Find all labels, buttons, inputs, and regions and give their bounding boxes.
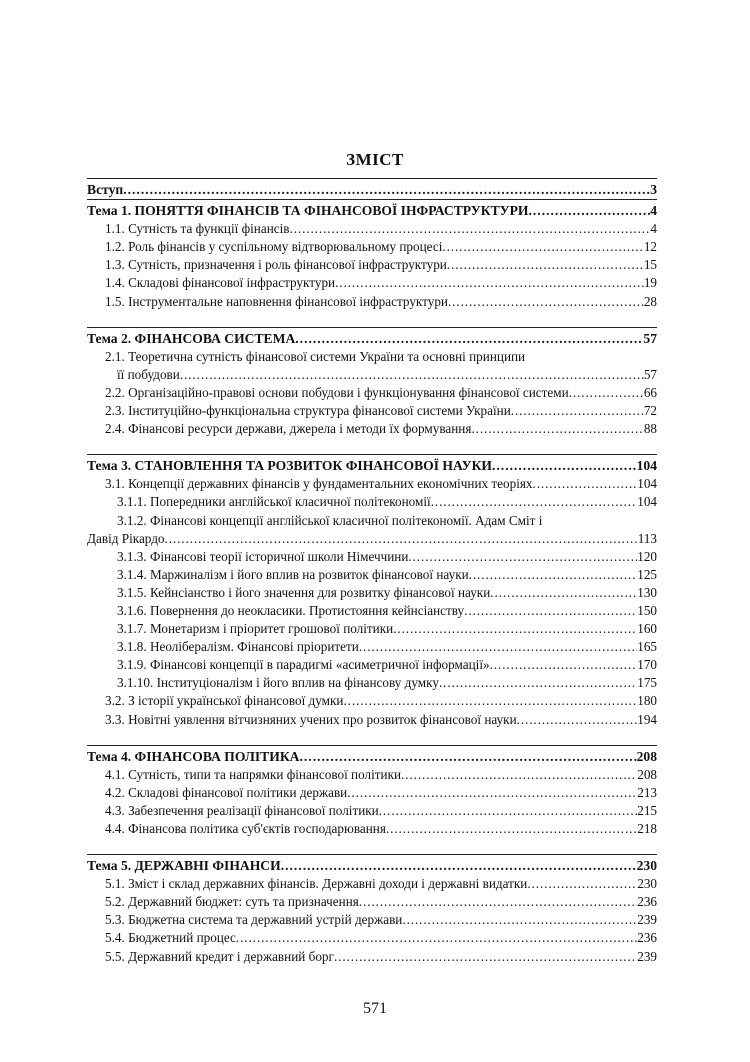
toc-entry[interactable]: [87, 402, 657, 420]
toc-leader-dots: [347, 784, 637, 802]
toc-entry-page: 57: [643, 366, 657, 382]
toc-leader-dots: [511, 402, 644, 420]
toc-entry-page: 66: [643, 384, 657, 400]
toc-entry-title: 3.3. Новітні уявлення вітчизняних учених про розвиток фінансової науки: [105, 711, 517, 727]
toc-entry-page: 104: [637, 494, 657, 510]
toc-entry-title: 3.1.9. Фінансові концепції в парадигмі «асиметричної інформації»: [117, 657, 490, 673]
toc-entry-title: Тема 2. ФІНАНСОВА СИСТЕМА: [87, 330, 296, 346]
toc-entry-page: 104: [636, 458, 657, 474]
toc-entry-title: Тема 4. ФІНАНСОВА ПОЛІТИКА: [87, 748, 300, 764]
toc-entry-title: 5.5. Державний кредит і державний борг: [105, 948, 334, 964]
toc-entry-title: 1.1. Сутність та функції фінансів: [105, 221, 290, 237]
toc-leader-dots: [517, 711, 638, 729]
toc-leader-dots: [527, 875, 637, 893]
toc-entry-title: 3.1.4. Маржиналізм і його вплив на розвиток фінансової науки: [117, 566, 469, 582]
toc-entry-title: 1.3. Сутність, призначення і роль фінансової інфраструктури: [105, 257, 447, 273]
toc-entry-page: 125: [637, 566, 657, 582]
toc-entry[interactable]: [87, 893, 657, 911]
toc-leader-dots: [431, 493, 638, 511]
toc-entry-title: 2.4. Фінансові ресурси держави, джерела і методи їх формування: [105, 421, 472, 437]
toc-entry-title: 3.1.1. Попередники англійської класичної політекономії: [117, 494, 431, 510]
toc-entry[interactable]: [87, 238, 657, 256]
toc-leader-dots: [300, 748, 637, 766]
toc-entry[interactable]: [87, 948, 657, 966]
toc-leader-dots: [569, 384, 644, 402]
toc-entry[interactable]: [87, 692, 657, 710]
table-of-contents: [87, 178, 657, 966]
page-number: 571: [363, 1000, 387, 1017]
toc-entry-title: 5.1. Зміст і склад державних фінансів. Державні доходи і державні видатки: [105, 876, 528, 892]
toc-entry[interactable]: [87, 420, 657, 438]
toc-leader-dots: [295, 330, 643, 348]
toc-entry-page: 120: [637, 548, 657, 564]
toc-leader-dots: [442, 238, 643, 256]
toc-entry-page: 213: [637, 784, 657, 800]
toc-entry[interactable]: [87, 766, 657, 784]
toc-entry-page: 72: [643, 403, 657, 419]
toc-entry-first-line[interactable]: 3.1.2. Фінансові концепції англійської класичної політекономії. Адам Сміт і: [117, 512, 543, 528]
toc-entry-title: 3.1.7. Монетаризм і пріоритет грошової політики: [117, 621, 394, 637]
toc-entry-title: 2.2. Організаційно-правові основи побудови і функціонування фінансової системи: [105, 384, 569, 400]
toc-leader-dots: [334, 948, 637, 966]
toc-leader-dots: [123, 181, 650, 199]
toc-entry[interactable]: [87, 530, 657, 548]
toc-leader-dots: [359, 893, 637, 911]
toc-leader-dots: [471, 420, 643, 438]
toc-section-heading[interactable]: [87, 748, 657, 766]
toc-leader-dots: [281, 857, 637, 875]
toc-entry-title: Тема 1. ПОНЯТТЯ ФІНАНСІВ ТА ФІНАНСОВОЇ ІНФРАСТРУКТУРИ: [87, 203, 529, 219]
toc-leader-dots: [447, 256, 644, 274]
toc-entry-title: 3.1.3. Фінансові теорії історичної школи Німеччини: [117, 548, 409, 564]
toc-entry-title: 3.1.10. Інституціоналізм і його вплив на фінансову думку: [117, 675, 439, 691]
toc-entry-page: 208: [636, 748, 657, 764]
toc-section: [87, 855, 657, 966]
toc-subentry[interactable]: [87, 674, 657, 692]
page-title: ЗМІСТ: [346, 150, 404, 169]
toc-entry[interactable]: [87, 274, 657, 292]
toc-leader-dots: [490, 584, 637, 602]
toc-entry-page: 194: [637, 711, 657, 727]
toc-leader-dots: [359, 638, 637, 656]
toc-leader-dots: [529, 202, 651, 220]
toc-entry[interactable]: [87, 220, 657, 238]
toc-entry-title: 4.1. Сутність, типи та напрямки фінансової політики: [105, 766, 402, 782]
toc-entry-title: Вступ: [87, 182, 124, 197]
section-gap: [87, 838, 657, 854]
toc-section: [87, 746, 657, 838]
toc-entry-page: 175: [637, 675, 657, 691]
toc-leader-dots: [343, 692, 637, 710]
toc-entry-page: 150: [637, 602, 657, 618]
toc-entry-title: 5.4. Бюджетний процес: [105, 930, 236, 946]
toc-entry[interactable]: [87, 366, 657, 384]
toc-entry-title: Давід Рікардо: [87, 530, 165, 546]
toc-entry-title: 2.3. Інституційно-функціональна структура фінансової системи України: [105, 403, 511, 419]
toc-entry-title: 1.4. Складові фінансової інфраструктури: [105, 275, 336, 291]
toc-entry-page: 19: [643, 275, 657, 291]
toc-entry-page: 208: [637, 766, 657, 782]
toc-entry-page: 218: [637, 821, 657, 836]
toc-entry[interactable]: [87, 911, 657, 929]
toc-entry[interactable]: [87, 293, 657, 311]
toc-entry-title: 1.2. Роль фінансів у суспільному відтворювальному процесі: [105, 239, 443, 255]
toc-section-heading[interactable]: [87, 330, 657, 348]
toc-entry-title: 3.1.8. Неолібералізм. Фінансові пріоритети: [117, 639, 359, 655]
toc-leader-dots: [448, 293, 644, 311]
toc-leader-dots: [393, 620, 637, 638]
toc-entry[interactable]: [87, 384, 657, 402]
toc-entry[interactable]: [87, 820, 657, 838]
toc-entry-title: 5.3. Бюджетна система та державний устрій держави: [105, 912, 403, 928]
section-gap: [87, 311, 657, 327]
toc-leader-dots: [464, 602, 637, 620]
toc-entry-page: 4: [650, 221, 657, 237]
toc-entry-title: Тема 5. ДЕРЖАВНІ ФІНАНСИ: [87, 858, 281, 874]
toc-section: [87, 328, 657, 439]
toc-entry[interactable]: [87, 784, 657, 802]
toc-entry-title: 5.2. Державний бюджет: суть та призначення: [105, 894, 359, 910]
toc-entry-page: 236: [637, 894, 657, 910]
toc-leader-dots: [236, 929, 637, 947]
toc-intro-block: [87, 179, 657, 199]
toc-entry-page: 239: [637, 948, 657, 964]
toc-subentry[interactable]: [87, 656, 657, 674]
toc-subentry[interactable]: [87, 548, 657, 566]
section-gap: [87, 438, 657, 454]
toc-entry-page: 3: [650, 182, 657, 197]
toc-entry[interactable]: [87, 711, 657, 729]
toc-entry[interactable]: [87, 929, 657, 947]
toc-subentry[interactable]: [87, 584, 657, 602]
toc-entry-page: 57: [643, 330, 657, 346]
toc-section-heading[interactable]: [87, 457, 657, 475]
toc-section: [87, 200, 657, 311]
toc-leader-dots: [533, 475, 638, 493]
toc-entry-page: 28: [643, 293, 657, 309]
toc-entry-page: 170: [637, 657, 657, 673]
toc-leader-dots: [290, 220, 651, 238]
toc-leader-dots: [401, 766, 637, 784]
toc-section: [87, 455, 657, 728]
toc-entry-page: 88: [643, 421, 657, 437]
toc-entry-page: 215: [637, 802, 657, 818]
toc-entry-title: 1.5. Інструментальне наповнення фінансової інфраструктури: [105, 293, 448, 309]
toc-section-heading[interactable]: [87, 202, 657, 220]
toc-entry-first-line[interactable]: 2.1. Теоретична сутність фінансової системи України та основні принципи: [105, 348, 526, 364]
toc-entry-title: 4.3. Забезпечення реалізації фінансової політики: [105, 802, 379, 818]
toc-entry[interactable]: [87, 802, 657, 820]
toc-entry-page: 104: [637, 476, 657, 492]
toc-entry[interactable]: [87, 256, 657, 274]
toc-leader-dots: [439, 674, 637, 692]
toc-entry[interactable]: [87, 875, 657, 893]
toc-entry-page: 113: [637, 530, 657, 546]
toc-entry-title: Тема 3. СТАНОВЛЕННЯ ТА РОЗВИТОК ФІНАНСОВОЇ НАУКИ: [87, 458, 493, 474]
toc-entry-title: 3.1.6. Повернення до неокласики. Протистояння кейнсіанству: [117, 602, 465, 618]
toc-entry-title: 4.2. Складові фінансової політики держави: [105, 784, 348, 800]
toc-subentry[interactable]: [87, 602, 657, 620]
toc-entry-page: 180: [637, 693, 657, 709]
toc-leader-dots: [408, 548, 637, 566]
toc-leader-dots: [180, 366, 644, 384]
toc-leader-dots: [386, 820, 637, 838]
toc-entry-page: 230: [636, 858, 657, 874]
toc-entry-page: 165: [637, 639, 657, 655]
section-gap: [87, 729, 657, 745]
toc-leader-dots: [490, 656, 638, 674]
toc-subentry[interactable]: [87, 638, 657, 656]
toc-leader-dots: [402, 911, 637, 929]
toc-leader-dots: [492, 457, 637, 475]
toc-entry-title: її побудови: [117, 366, 180, 382]
toc-entry[interactable]: [87, 475, 657, 493]
toc-leader-dots: [379, 802, 637, 820]
toc-entry-title: 4.4. Фінансова політика суб'єктів господарювання: [105, 821, 386, 836]
toc-leader-dots: [165, 530, 638, 548]
toc-entry-title: 3.2. З історії української фінансової думки: [105, 693, 344, 709]
toc-leader-dots: [335, 274, 644, 292]
toc-entry-page: 236: [637, 930, 657, 946]
toc-entry-page: 239: [637, 912, 657, 928]
toc-entry-page: 12: [643, 239, 657, 255]
toc-subentry[interactable]: [87, 620, 657, 638]
toc-entry-page: 15: [643, 257, 657, 273]
toc-intro[interactable]: [87, 181, 657, 199]
toc-entry-title: 3.1. Концепції державних фінансів у фундаментальних економічних теоріях: [105, 476, 533, 492]
toc-subentry[interactable]: [87, 493, 657, 511]
toc-entry-title: 3.1.5. Кейнсіанство і його значення для розвитку фінансової науки: [117, 584, 491, 600]
toc-leader-dots: [469, 566, 638, 584]
toc-entry-page: 4: [650, 203, 657, 219]
toc-section-heading[interactable]: [87, 857, 657, 875]
toc-subentry[interactable]: [87, 566, 657, 584]
toc-entry-page: 130: [637, 584, 657, 600]
toc-entry-page: 230: [637, 876, 657, 892]
toc-entry-page: 160: [637, 621, 657, 637]
